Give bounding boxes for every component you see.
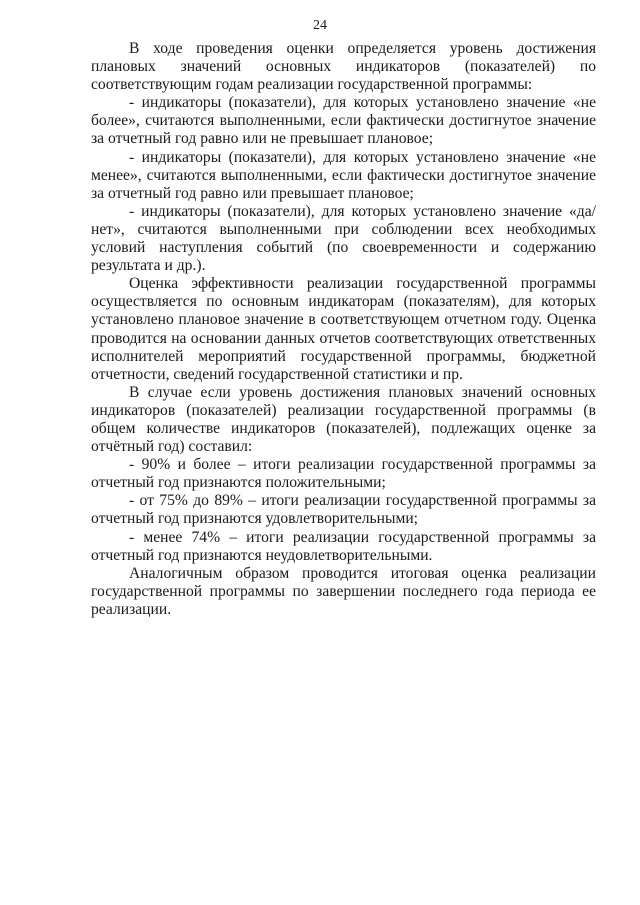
paragraph-efficiency: Оценка эффективности реализации государственной программы осуществляется по основным индикаторам (показателям), для которых установлено плановое значение в соответствующем отчетном году. Оценка проводится на основании данных отчетов соответствующих ответственных исполнителей мероприятий государственной программы, бюджетной отчетности, сведений государственной статистики и пр. xyxy=(91,275,596,383)
list-item-satisfactory: - от 75% до 89% – итоги реализации государственной программы за отчетный год признаются удовлетворительными; xyxy=(91,492,596,528)
list-item-not-less: - индикаторы (показатели), для которых установлено значение «не менее», считаются выполненными, если фактически достигнутое значение за отчетный год равно или превышает плановое; xyxy=(91,148,596,202)
paragraph-intro: В ходе проведения оценки определяется уровень достижения плановых значений основных индикаторов (показателей) по соответствующим годам реализации государственной программы: xyxy=(91,40,596,94)
page-number: 24 xyxy=(313,18,327,33)
paragraph-achievement-level: В случае если уровень достижения плановых значений основных индикаторов (показателей) реализации государственной программы (в общем количестве индикаторов (показателей), подлежащих оценке за отчётный год) составил: xyxy=(91,383,596,456)
list-item-not-more: - индикаторы (показатели), для которых установлено значение «не более», считаются выполненными, если фактически достигнутое значение за отчетный год равно или не превышает плановое; xyxy=(91,94,596,148)
paragraph-final-assessment: Аналогичным образом проводится итоговая оценка реализации государственной программы по завершении последнего года периода ее реализации. xyxy=(91,564,596,618)
list-item-positive: - 90% и более – итоги реализации государственной программы за отчетный год признаются положительными; xyxy=(91,456,596,492)
list-item-unsatisfactory: - менее 74% – итоги реализации государственной программы за отчетный год признаются неудовлетворительными. xyxy=(91,528,596,564)
document-body xyxy=(91,40,596,619)
list-item-yes-no: - индикаторы (показатели), для которых установлено значение «да/нет», считаются выполненными при соблюдении всех необходимых условий наступления событий (по своевременности и содержанию результата и др.). xyxy=(91,202,596,275)
